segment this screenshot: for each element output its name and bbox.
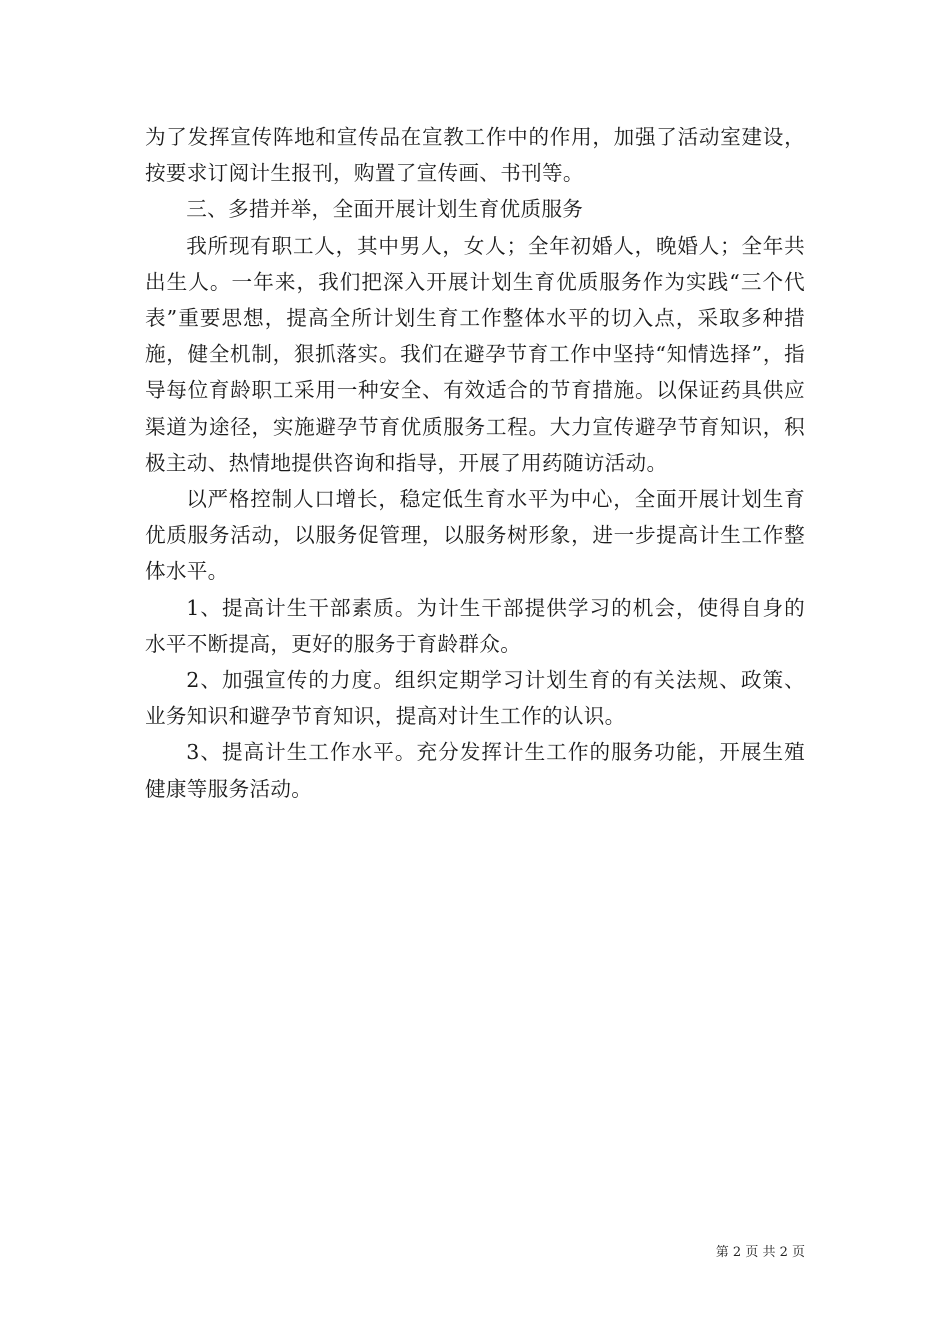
paragraph-intro-continued: 为了发挥宣传阵地和宣传品在宣教工作中的作用，加强了活动室建设，按要求订阅计生报刊，购置了宣传画、书刊等。 — [145, 125, 805, 186]
paragraph-staff-summary: 我所现有职工人，其中男人，女人；全年初婚人，晚婚人；全年共出生人。一年来，我们把深入开展计划生育优质服务作为实践“三个代表”重要思想，提高全所计划生育工作整体水平的切入点，采取多种措施，健全机制，狠抓落实。我们在避孕节育工作中坚持“知情选择”，指导每位育龄职工采用一种安全、有效适合的节育措施。以保证药具供应渠道为途径，实施避孕节育优质服务工程。大力宣传避孕节育知识，积极主动、热情地提供咨询和指导，开展了用药随访活动。 — [145, 233, 805, 475]
list-item-1: 1、提高计生干部素质。为计生干部提供学习的机会，使得自身的水平不断提高，更好的服务于育龄群众。 — [145, 595, 805, 656]
section-heading-three: 三、多措并举，全面开展计划生育优质服务 — [186, 197, 584, 222]
list-item-2: 2、加强宣传的力度。组织定期学习计划生育的有关法规、政策、业务知识和避孕节育知识，提高对计生工作的认识。 — [145, 668, 805, 729]
document-body — [145, 119, 805, 807]
paragraph-service-goal: 以严格控制人口增长，稳定低生育水平为中心，全面开展计划生育优质服务活动，以服务促管理，以服务树形象，进一步提高计生工作整体水平。 — [145, 487, 805, 584]
list-item-3: 3、提高计生工作水平。充分发挥计生工作的服务功能，开展生殖健康等服务活动。 — [145, 740, 805, 801]
page-number-footer: 第 2 页 共 2 页 — [715, 1245, 805, 1260]
